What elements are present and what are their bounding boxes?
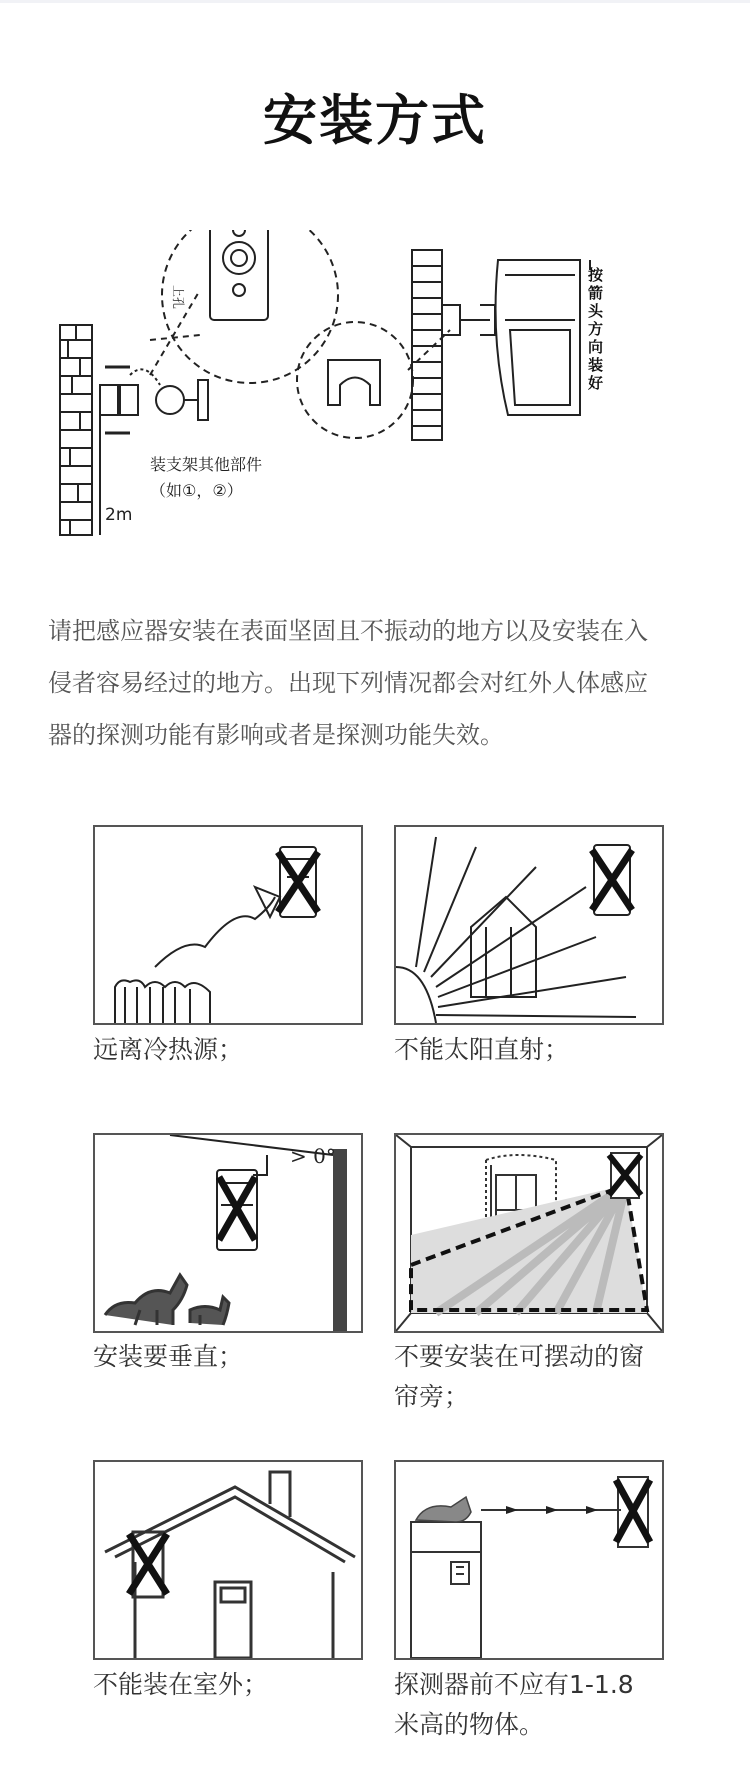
intro-line-1: 请把感应器安装在表面坚固且不振动的地方以及安装在入 [48, 617, 648, 645]
label-arrow-direction [587, 266, 604, 392]
panel-sunlight [394, 825, 664, 1025]
label-bracket-parts: 装支架其他部件 [150, 455, 263, 474]
svg-text:向: 向 [588, 338, 604, 356]
intro-line-2: 侵者容易经过的地方。出现下列情况都会对红外人体感应 [48, 669, 648, 697]
label-height: 2m [105, 505, 133, 525]
panel-vertical [93, 1133, 363, 1333]
caption-curtain-line-2: 帘旁； [394, 1382, 470, 1411]
installation-diagram [50, 230, 700, 554]
svg-text:头: 头 [588, 302, 604, 320]
caption-obstruction-line-2: 米高的物体。 [394, 1710, 545, 1739]
caption-obstruction-line-1: 探测器前不应有1-1.8 [394, 1670, 634, 1699]
svg-text:好: 好 [588, 374, 604, 392]
top-divider [0, 0, 750, 3]
caption-heat-source: 远离冷热源； [93, 1035, 244, 1064]
svg-text:装: 装 [588, 356, 604, 374]
intro-paragraph [48, 605, 708, 761]
panel-obstruction [394, 1460, 664, 1660]
svg-text:箭: 箭 [588, 284, 604, 302]
tilt-angle-label: > 0° [290, 1144, 336, 1168]
caption-curtain [394, 1337, 684, 1417]
panel-curtain [394, 1133, 664, 1333]
panel-heat-source [93, 825, 363, 1025]
caption-vertical: 安装要垂直； [93, 1342, 244, 1371]
svg-text:方: 方 [588, 320, 604, 338]
svg-text:按: 按 [588, 266, 604, 284]
label-top-hole: 上孔 [171, 285, 185, 310]
intro-line-3: 器的探测功能有影响或者是探测功能失效。 [48, 721, 504, 749]
panel-outdoor [93, 1460, 363, 1660]
caption-outdoor: 不能装在室外； [93, 1670, 269, 1699]
caption-obstruction [394, 1665, 684, 1745]
caption-curtain-line-1: 不要安装在可摆动的窗 [394, 1342, 645, 1371]
caption-sunlight: 不能太阳直射； [394, 1035, 570, 1064]
page-title: 安装方式 [263, 89, 487, 152]
label-bracket-example: （如①，②） [150, 481, 243, 500]
